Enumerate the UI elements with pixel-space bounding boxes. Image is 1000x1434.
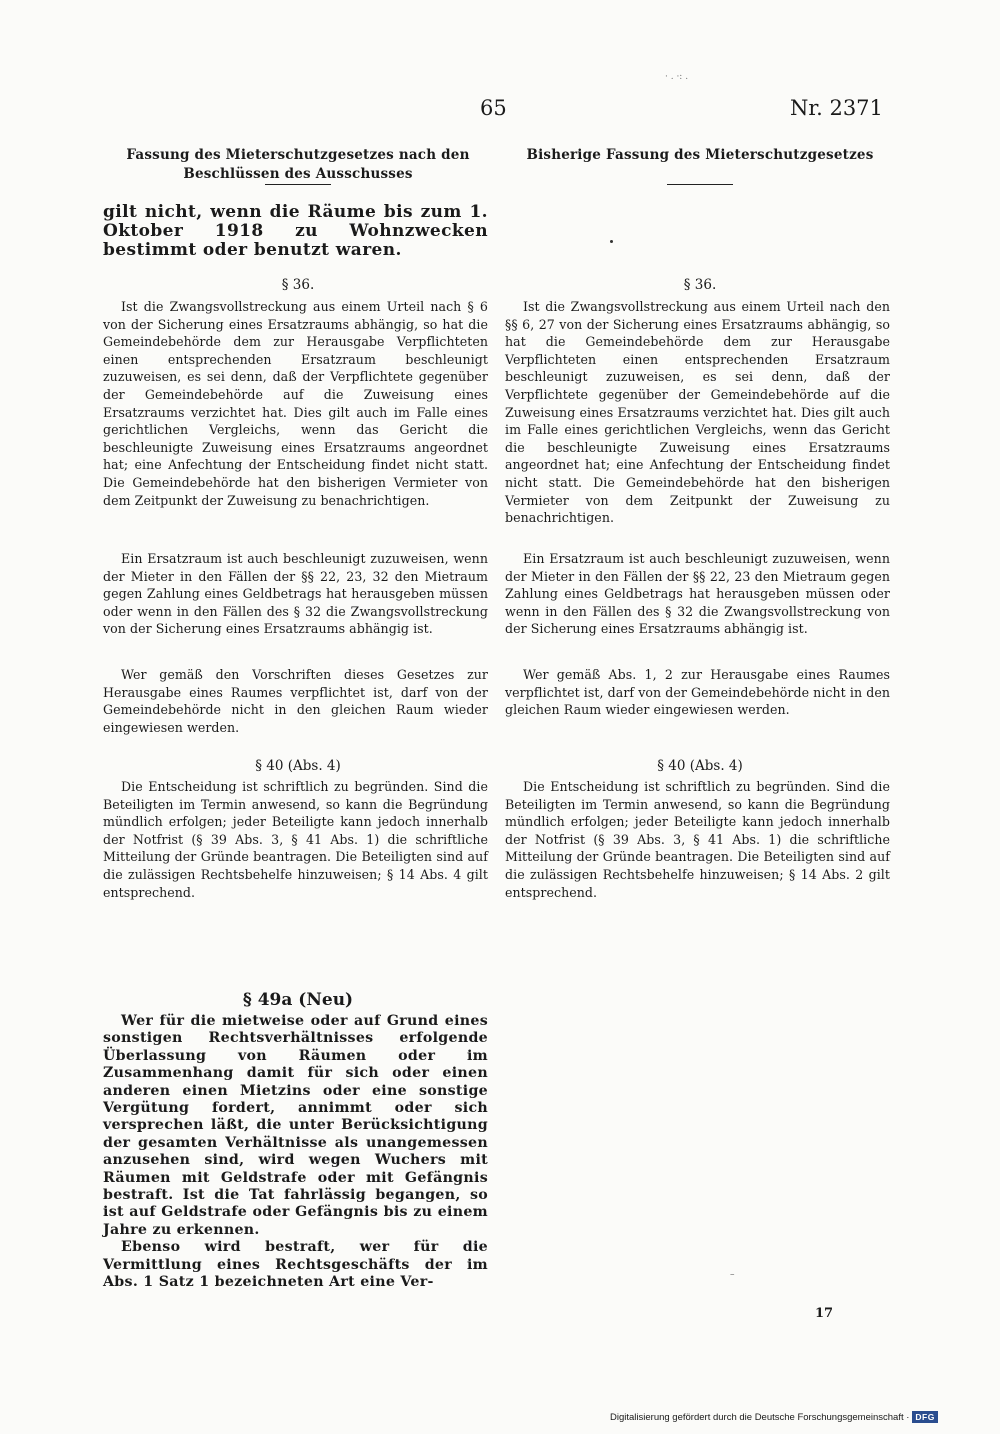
left-section-40-body — [103, 778, 488, 901]
right-heading-rule — [667, 184, 733, 185]
left-section-49a-paragraph-1: Wer für die mietweise oder auf Grund eines sonstigen Rechtsverhältnisses erfolgende Überlassung von Räumen oder im Zusammenhang damit für sich oder einen anderen einen Mietzins oder eine sonstige Vergütung fordert, annimmt oder sich versprechen läßt, die unter Berücksichtigung der gesamten Verhältnisse als unangemessen anzusehen sind, wird wegen Wuchers mit Räumen mit Geldstrafe oder mit Gefängnis bestraft. Ist die Tat fahrlässig begangen, so ist auf Geldstrafe oder Gefängnis bis zu einem Jahre zu erkennen. — [103, 1013, 488, 1238]
left-section-36-paragraph-3: Wer gemäß den Vorschriften dieses Gesetzes zur Herausgabe eines Raumes verpflichtet ist, darf von der Gemeindebehörde nicht in den gleichen Raum wieder eingewiesen werden. — [103, 667, 488, 735]
right-section-36-body — [505, 298, 890, 527]
digitization-footer — [610, 1411, 938, 1423]
left-section-36-paragraph-2: Ein Ersatzraum ist auch beschleunigt zuzuweisen, wenn der Mieter in den Fällen der §§ 22, 23, 32 den Mietraum gegen Zahlung eines Geldbetrags hat herausgeben müssen oder wenn in den Fällen des § 32 die Zwangsvollstreckung von der Sicherung eines Ersatzraums abhängig ist. — [103, 551, 488, 637]
document-number: Nr. 2371 — [790, 96, 883, 120]
right-section-36-paragraph-2: Ein Ersatzraum ist auch beschleunigt zuzuweisen, wenn der Mieter in den Fällen der §§ 22, 23 den Mietraum gegen Zahlung eines Geldbetrags hat herausgeben müssen oder wenn in den Fällen des § 32 die Zwangsvollstreckung von der Sicherung eines Ersatzraums abhängig ist. — [505, 551, 890, 637]
left-column-heading: Fassung des Mieterschutzgesetzes nach den Beschlüssen des Ausschusses — [126, 147, 470, 182]
dfg-logo: DFG — [912, 1411, 937, 1423]
right-section-36-paragraph-3: Wer gemäß Abs. 1, 2 zur Herausgabe eines Raumes verpflichtet ist, darf von der Gemeindebehörde nicht in den gleichen Raum wieder eingewiesen werden. — [505, 667, 890, 718]
footer-credit-text: Digitalisierung gefördert durch die Deutsche Forschungsgemeinschaft · — [610, 1412, 910, 1423]
right-column-heading: Bisherige Fassung des Mieterschutzgesetzes — [526, 147, 874, 163]
left-section-49a-paragraph-2: Ebenso wird bestraft, wer für die Vermittlung eines Rechtsgeschäfts der im Abs. 1 Satz 1 bezeichneten Art eine Ver- — [103, 1239, 488, 1291]
right-section-40-body — [505, 778, 890, 901]
left-section-40-title: § 40 (Abs. 4) — [255, 758, 341, 774]
right-section-40-title: § 40 (Abs. 4) — [657, 758, 743, 774]
right-section-36-paragraph-1: Ist die Zwangsvollstreckung aus einem Urteil nach den §§ 6, 27 von der Sicherung eines Ersatzraums abhängig, so hat die Gemeindebehörde dem zur Herausgabe Verpflichteten einen entsprechenden Ersatzraum beschleunigt zuzuweisen, es sei denn, daß der Verpflichtete gegenüber der Gemeindebehörde auf die Zuweisung eines Ersatzraums verzichtet hat. Dies gilt auch im Falle eines gerichtlichen Vergleichs, wenn das Gericht die beschleunigte Zuweisung eines Ersatzraums angeordnet hat; eine Anfechtung der Entscheidung findet nicht statt. Die Gemeindebehörde hat den bisherigen Vermieter von dem Zeitpunkt der Zuweisung zu benachrichtigen. — [505, 299, 890, 526]
left-intro-bold: gilt nicht, wenn die Räume bis zum 1. Oktober 1918 zu Wohnzwecken bestimmt oder benutzt waren. — [103, 202, 488, 260]
scan-speck-dot — [610, 240, 613, 243]
right-section-36-body-2 — [505, 550, 890, 638]
right-section-36-title: § 36. — [683, 277, 717, 293]
left-section-36-body-2 — [103, 550, 488, 638]
left-heading-rule — [265, 184, 331, 185]
left-section-49a-body — [103, 1013, 488, 1292]
right-section-36-body-3 — [505, 666, 890, 719]
scan-speck-dash: – — [730, 1270, 735, 1280]
sheet-number: 17 — [815, 1306, 834, 1321]
scan-specks: · . ·: . — [665, 72, 689, 82]
left-section-36-paragraph-1: Ist die Zwangsvollstreckung aus einem Urteil nach § 6 von der Sicherung eines Ersatzraums abhängig, so hat die Gemeindebehörde dem zur Herausgabe Verpflichteten einen entsprechenden Ersatzraum beschleunigt zuzuweisen, es sei denn, daß der Verpflichtete gegenüber der Gemeindebehörde auf die Zuweisung eines Ersatzraums verzichtet hat. Dies gilt auch im Falle eines gerichtlichen Vergleichs, wenn das Gericht die beschleunigte Zuweisung eines Ersatzraums angeordnet hat; eine Anfechtung der Entscheidung findet nicht statt. Die Gemeindebehörde hat den bisherigen Vermieter von dem Zeitpunkt der Zuweisung zu benachrichtigen. — [103, 299, 488, 508]
left-section-36-body-3 — [103, 666, 488, 736]
right-section-40-paragraph: Die Entscheidung ist schriftlich zu begründen. Sind die Beteiligten im Termin anwesend, so kann die Begründung mündlich erfolgen; jeder Beteiligte kann jedoch innerhalb der Notfrist (§ 39 Abs. 3, § 41 Abs. 1) die schriftliche Mitteilung der Gründe beantragen. Die Beteiligten sind auf die zulässigen Rechtsbehelfe hinzuweisen; § 14 Abs. 2 gilt entsprechend. — [505, 779, 890, 900]
left-section-40-paragraph: Die Entscheidung ist schriftlich zu begründen. Sind die Beteiligten im Termin anwesend, so kann die Begründung mündlich erfolgen; jeder Beteiligte kann jedoch innerhalb der Notfrist (§ 39 Abs. 3, § 41 Abs. 1) die schriftliche Mitteilung der Gründe beantragen. Die Beteiligten sind auf die zulässigen Rechtsbehelfe hinzuweisen; § 14 Abs. 4 gilt entsprechend. — [103, 779, 488, 900]
left-section-36-title: § 36. — [281, 277, 315, 293]
left-section-49a-title: § 49a (Neu) — [242, 990, 354, 1010]
left-section-36-body — [103, 298, 488, 509]
page-number: 65 — [480, 96, 507, 120]
